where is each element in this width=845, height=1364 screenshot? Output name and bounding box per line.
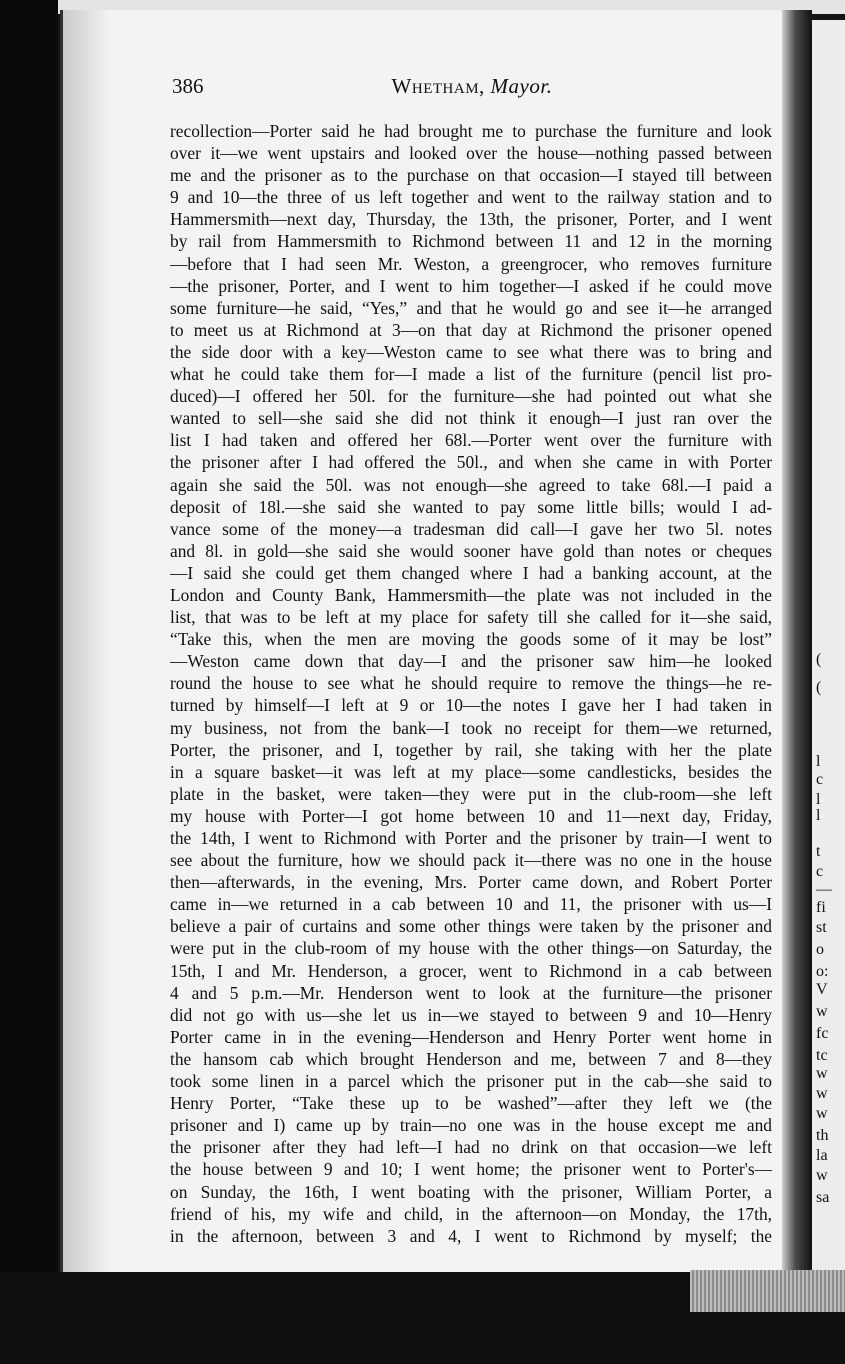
book-gutter xyxy=(782,10,812,1272)
text-line: were put in the club-room of my house with the other things—on Saturday, the xyxy=(170,938,772,959)
text-line: Porter came in in the evening—Henderson and Henry Porter went home in xyxy=(170,1026,772,1047)
text-line: turned by himself—I left at 9 or 10—the notes I gave her I had taken in xyxy=(170,695,772,716)
text-line: again she said the 50l. was not enough—she agreed to take 68l.—I paid a xyxy=(170,474,772,495)
text-line: me and the prisoner as to the purchase on that occasion—I stayed till between xyxy=(170,165,772,186)
text-line: list, that was to be left at my place for safety till she called for it—she said, xyxy=(170,607,772,628)
text-line: —I said she could get them changed where I had a banking account, at the xyxy=(170,562,772,583)
facing-page-fragment: o: xyxy=(816,963,829,980)
text-line: prisoner and I) came up by train—no one was in the house except me and xyxy=(170,1115,772,1136)
facing-page-fragment: sa xyxy=(816,1189,830,1206)
facing-page-edge xyxy=(812,20,845,1270)
facing-page-fragment: w xyxy=(816,1085,828,1102)
page-block-edge xyxy=(690,1270,845,1312)
text-line: and 8l. in gold—she said she would sooner have gold than notes or cheques xyxy=(170,540,772,561)
text-line: see about the furniture, how we should pack it—there was no one in the house xyxy=(170,850,772,871)
facing-page-fragment: la xyxy=(816,1147,828,1164)
text-line: took some linen in a parcel which the prisoner put in the cab—she said to xyxy=(170,1071,772,1092)
text-line: some furniture—he said, “Yes,” and that he would go and see it—he arranged xyxy=(170,297,772,318)
text-line: believe a pair of curtains and some other things were taken by the prisoner and xyxy=(170,916,772,937)
page-header xyxy=(172,74,772,104)
text-line: 15th, I and Mr. Henderson, a grocer, went to Richmond in a cab between xyxy=(170,960,772,981)
facing-page-fragment: w xyxy=(816,1003,828,1020)
text-line: plate in the basket, were taken—they were put in the club-room—she left xyxy=(170,783,772,804)
text-line: recollection—Porter said he had brought me to purchase the furniture and look xyxy=(170,121,772,141)
facing-page-fragment: c xyxy=(816,771,824,788)
text-line: my business, not from the bank—I took no receipt for them—we returned, xyxy=(170,717,772,738)
facing-page-fragment: fi xyxy=(816,899,826,916)
text-line: Henry Porter, “Take these up to be washed”—after they left we (the xyxy=(170,1093,772,1114)
text-line: wanted to sell—she said she did not think it enough—I just ran over the xyxy=(170,408,772,429)
text-line: deposit of 18l.—she said she wanted to pay some little bills; would I ad- xyxy=(170,496,772,517)
facing-page-fragment: V xyxy=(816,981,828,998)
text-line: what he could take them for—I made a list of the furniture (pencil list pro- xyxy=(170,364,772,385)
facing-page-fragment: ( xyxy=(816,679,822,696)
text-line: my house with Porter—I got home between 10 and 11—next day, Friday, xyxy=(170,805,772,826)
facing-page-fragment: c xyxy=(816,863,824,880)
text-line: in the afternoon, between 3 and 4, I went to Richmond by myself; the xyxy=(170,1225,772,1246)
facing-page-fragment: tc xyxy=(816,1047,828,1064)
facing-page-fragment: t xyxy=(816,843,821,860)
text-line: 9 and 10—the three of us left together and went to the railway station and to xyxy=(170,187,772,208)
facing-page-fragment: o xyxy=(816,941,824,958)
text-line: friend of his, my wife and child, in the afternoon—on Monday, the 17th, xyxy=(170,1203,772,1224)
facing-page-fragment: fc xyxy=(816,1025,829,1042)
facing-page-fragment: th xyxy=(816,1127,829,1144)
text-line: then—afterwards, in the evening, Mrs. Porter came down, and Robert Porter xyxy=(170,872,772,893)
text-line: the house between 9 and 10; I went home; the prisoner went to Porter's— xyxy=(170,1159,772,1180)
text-line: Porter, the prisoner, and I, together by rail, she taking with her the plate xyxy=(170,739,772,760)
body-text xyxy=(170,120,772,1247)
book-spine-shadow xyxy=(0,0,58,1364)
page-curl-shadow xyxy=(60,10,110,1272)
facing-page-fragment: — xyxy=(816,881,832,898)
running-title-name: Whetham, xyxy=(391,74,485,98)
text-line: the prisoner after I had offered the 50l., and when she came in with Porter xyxy=(170,452,772,473)
text-line: to meet us at Richmond at 3—on that day at Richmond the prisoner opened xyxy=(170,319,772,340)
text-line: on Sunday, the 16th, I went boating with the prisoner, William Porter, a xyxy=(170,1181,772,1202)
text-line: “Take this, when the men are moving the goods some of it may be lost” xyxy=(170,629,772,650)
facing-page-fragment: w xyxy=(816,1167,828,1184)
text-line: —Weston came down that day—I and the prisoner saw him—he looked xyxy=(170,651,772,672)
text-line: —the prisoner, Porter, and I went to him together—I asked if he could move xyxy=(170,275,772,296)
running-title-office: Mayor. xyxy=(490,74,553,98)
text-line: 4 and 5 p.m.—Mr. Henderson went to look at the furniture—the prisoner xyxy=(170,982,772,1003)
text-line: vance some of the money—a tradesman did call—I gave her two 5l. notes xyxy=(170,518,772,539)
text-line: did not go with us—she let us in—we stayed to between 9 and 10—Henry xyxy=(170,1004,772,1025)
text-line: the prisoner after they had left—I had no drink on that occasion—we left xyxy=(170,1137,772,1158)
text-line: —before that I had seen Mr. Weston, a greengrocer, who removes furniture xyxy=(170,253,772,274)
facing-page-fragment: st xyxy=(816,919,827,936)
text-line: by rail from Hammersmith to Richmond between 11 and 12 in the morning xyxy=(170,231,772,252)
facing-page-fragment: l xyxy=(816,791,821,808)
text-line: duced)—I offered her 50l. for the furniture—she had pointed out what she xyxy=(170,386,772,407)
text-line: London and County Bank, Hammersmith—the plate was not included in the xyxy=(170,584,772,605)
facing-page-fragment: l xyxy=(816,753,821,770)
text-line: Hammersmith—next day, Thursday, the 13th, the prisoner, Porter, and I went xyxy=(170,209,772,230)
running-title xyxy=(172,74,772,99)
facing-page-fragment: w xyxy=(816,1105,828,1122)
facing-page-fragment: ( xyxy=(816,651,822,668)
text-line: list I had taken and offered her 68l.—Porter went over the furniture with xyxy=(170,430,772,451)
text-line: over it—we went upstairs and looked over the house—nothing passed between xyxy=(170,143,772,164)
text-line: came in—we returned in a cab between 10 and 11, the prisoner with us—I xyxy=(170,894,772,915)
facing-page-fragment: w xyxy=(816,1065,828,1082)
text-line: in a square basket—it was left at my place—some candlesticks, besides the xyxy=(170,761,772,782)
text-line: the side door with a key—Weston came to see what there was to bring and xyxy=(170,341,772,362)
facing-page-fragment: l xyxy=(816,807,821,824)
text-line: the hansom cab which brought Henderson and me, between 7 and 8—they xyxy=(170,1048,772,1069)
text-line: the 14th, I went to Richmond with Porter and the prisoner by train—I went to xyxy=(170,828,772,848)
page-number: 386 xyxy=(172,74,204,98)
text-line: round the house to see what he should require to remove the things—he re- xyxy=(170,673,772,694)
